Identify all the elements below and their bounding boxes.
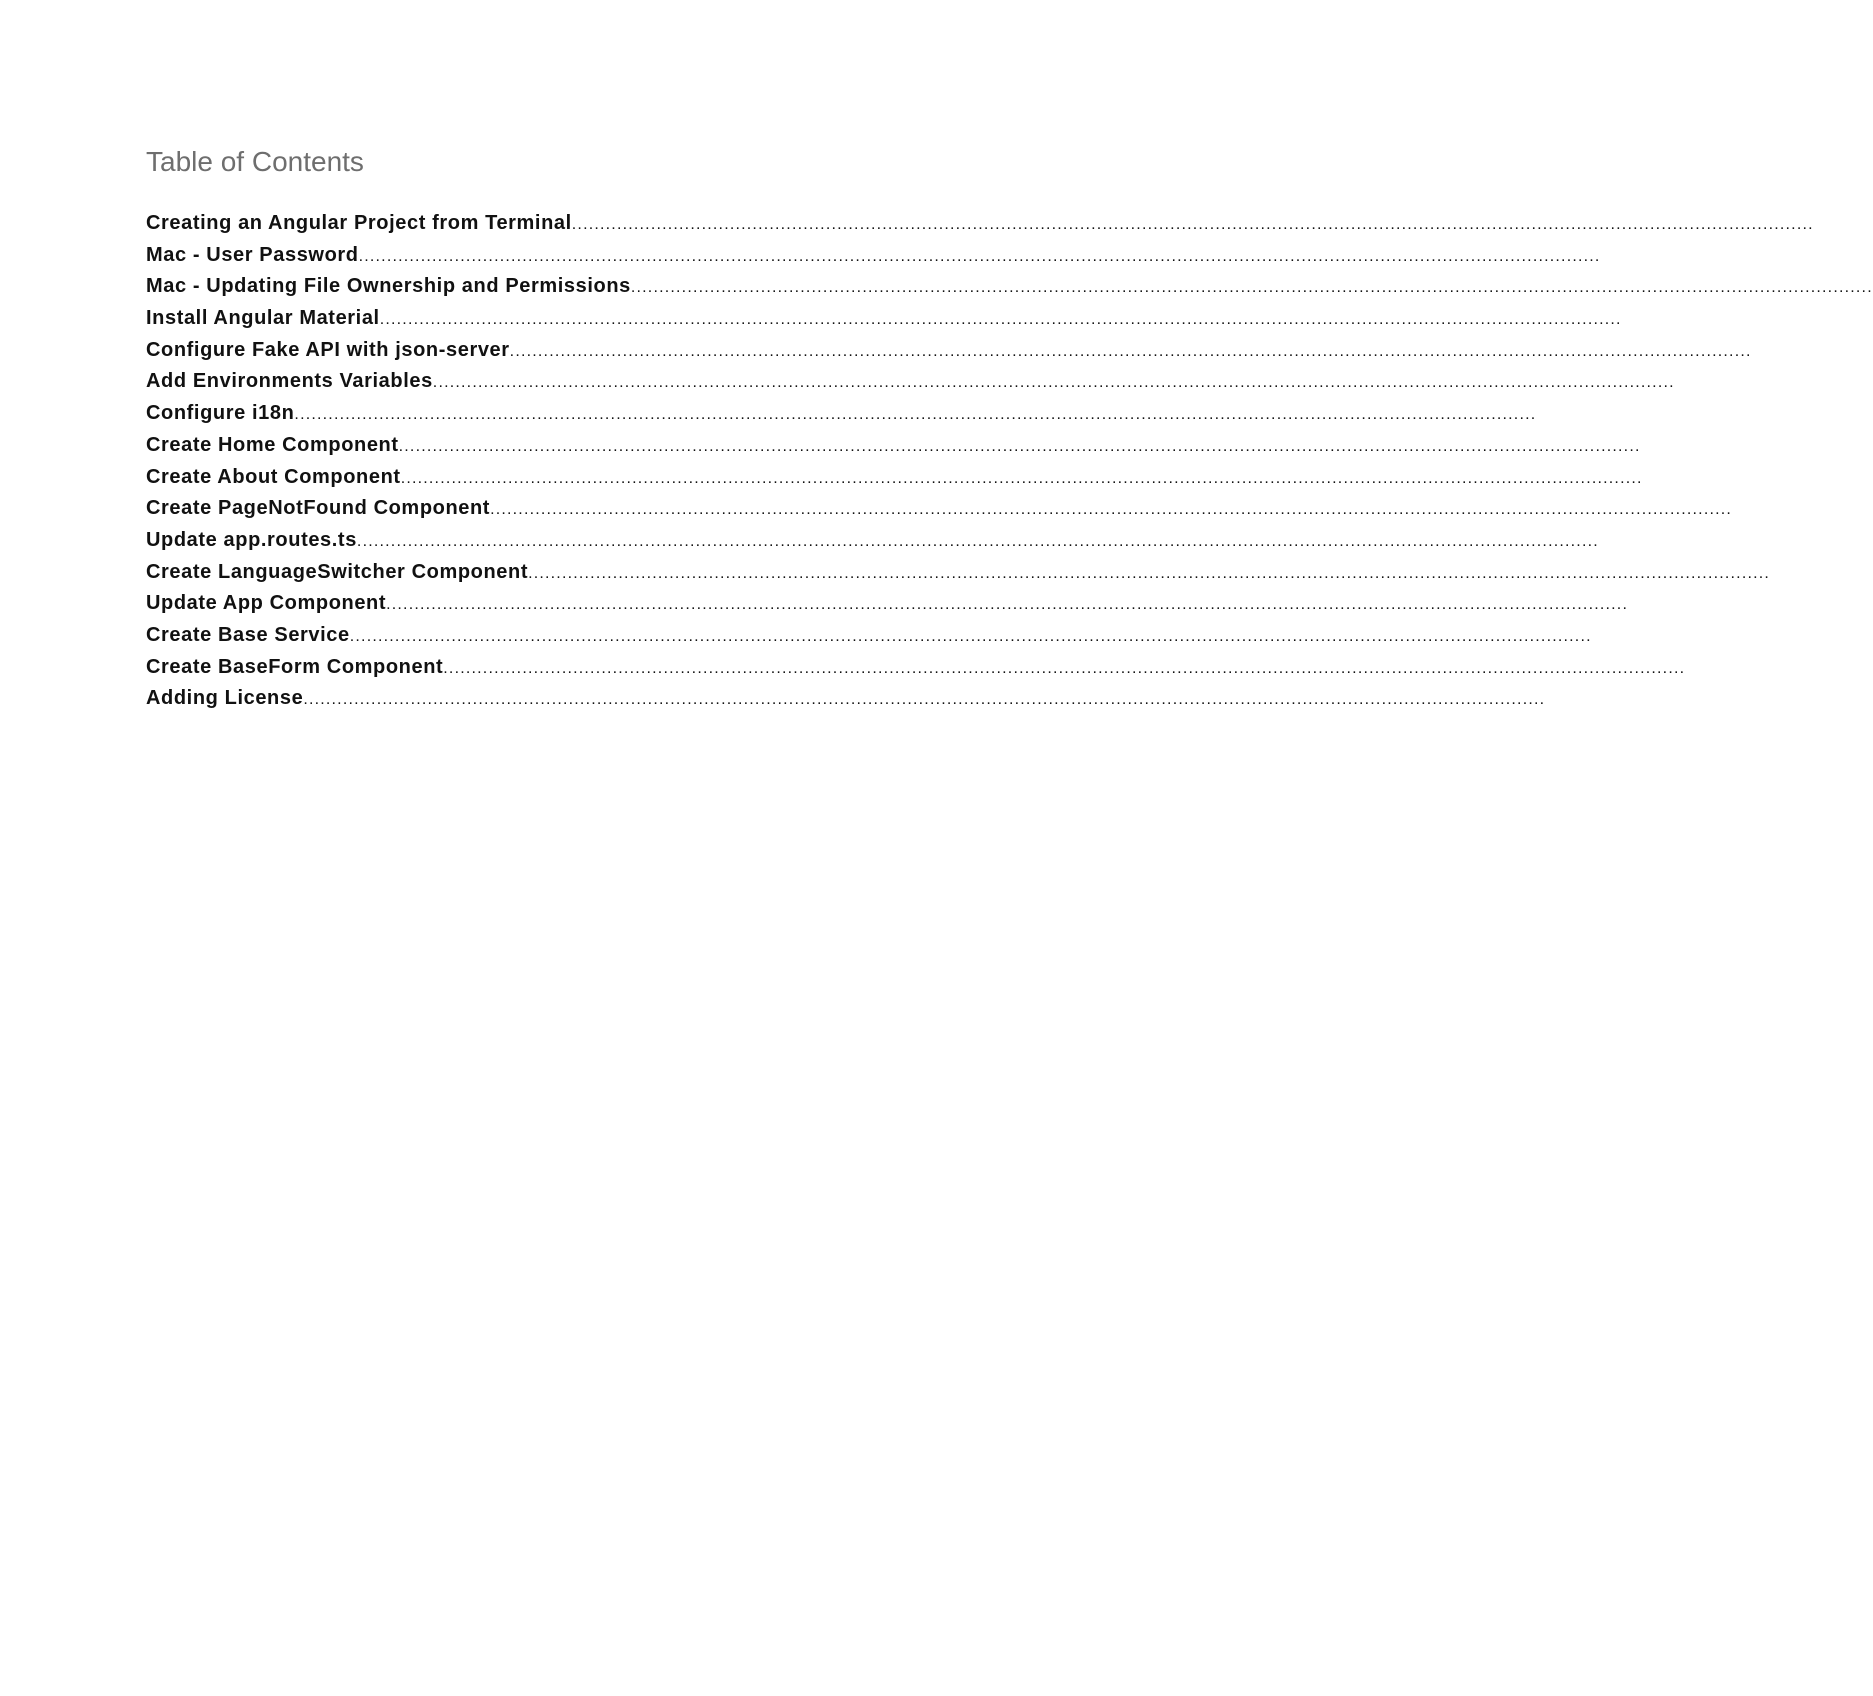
toc-entry-update-app-component[interactable] [146,588,1629,620]
toc-entry-title: Update app.routes.ts [146,528,357,551]
dot-leader: ............................................................................................................................................................................................................................ [400,469,1643,487]
toc-entry-title: Add Environments Variables [146,370,433,393]
toc-entry-create-languageswitcher-component[interactable] [146,557,1771,589]
toc-entry-creating-angular-project[interactable] [146,208,1814,240]
dot-leader: ............................................................................................................................................................................................................................ [398,437,1641,455]
dot-leader: ............................................................................................................................................................................................................................ [443,659,1686,677]
dot-leader: ............................................................................................................................................................................................................................ [630,279,1873,297]
dot-leader: ............................................................................................................................................................................................................................ [571,216,1814,233]
toc-entry-title: Create Base Service [146,623,350,646]
toc-entry-title: Adding License [146,687,304,710]
dot-leader: ............................................................................................................................................................................................................................ [303,691,1546,709]
toc-entry-title: Create BaseForm Component [146,655,444,678]
toc-entry-title: Create PageNotFound Component [146,497,491,520]
toc-entry-add-environment-variables[interactable] [146,366,1675,398]
toc-entry-title: Create LanguageSwitcher Component [146,560,529,583]
toc-entry-configure-i18n[interactable] [146,398,1537,430]
toc-entry-configure-fake-api[interactable] [146,335,1752,367]
toc-entry-update-app-routes[interactable] [146,525,1599,557]
toc-entry-create-pagenotfound-component[interactable] [146,493,1733,525]
toc-entry-mac-user-password[interactable] [146,240,1601,272]
toc-entry-title: Configure Fake API with json-server [146,338,510,361]
toc-entry-title: Create About Component [146,465,401,488]
toc-entry-title: Mac - User Password [146,243,359,266]
toc-entry-adding-license[interactable] [146,683,1546,715]
dot-leader: ............................................................................................................................................................................................................................ [349,627,1592,645]
dot-leader: ............................................................................................................................................................................................................................ [528,564,1771,582]
toc-entry-title: Configure i18n [146,402,295,425]
toc-entry-title: Creating an Angular Project from Terminal [146,212,572,234]
toc-entry-title: Update App Component [146,592,387,615]
toc-entry-title: Install Angular Material [146,307,380,330]
dot-leader: ............................................................................................................................................................................................................................ [490,501,1733,519]
toc-entry-title: Create Home Component [146,433,399,456]
dot-leader: ............................................................................................................................................................................................................................ [356,532,1599,550]
toc-entry-title: Mac - Updating File Ownership and Permissions [146,275,631,298]
toc-entry-create-home-component[interactable] [146,430,1641,462]
dot-leader: ............................................................................................................................................................................................................................ [386,596,1629,614]
dot-leader: ............................................................................................................................................................................................................................ [432,374,1675,392]
toc-entry-mac-file-ownership[interactable] [146,271,1873,303]
toc-entry-create-baseform-component[interactable] [146,652,1686,684]
toc-entry-create-base-service[interactable] [146,620,1592,652]
toc-heading: Table of Contents [146,146,364,177]
toc-entry-install-angular-material[interactable] [146,303,1622,335]
dot-leader: ............................................................................................................................................................................................................................ [379,311,1622,329]
dot-leader: ............................................................................................................................................................................................................................ [509,342,1752,360]
toc-entry-create-about-component[interactable] [146,462,1643,494]
dot-leader: ............................................................................................................................................................................................................................ [294,406,1537,424]
toc-list [146,208,1873,715]
dot-leader: ............................................................................................................................................................................................................................ [358,247,1601,265]
